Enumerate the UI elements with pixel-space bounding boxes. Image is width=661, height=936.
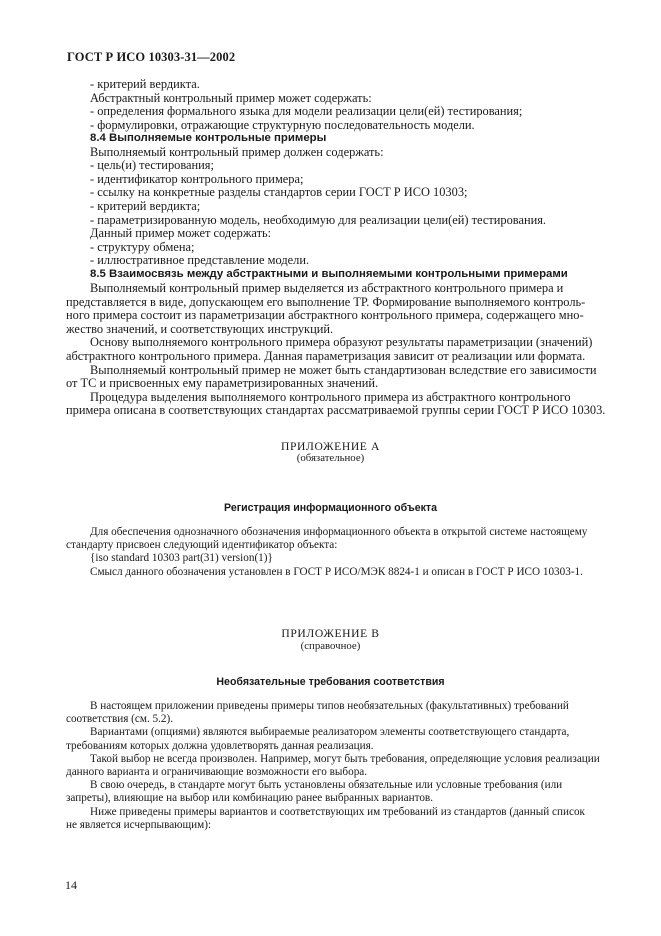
appendix-a-title: ПРИЛОЖЕНИЕ А: [281, 440, 380, 453]
paragraph-line: не является исчерпывающим):: [66, 818, 212, 831]
document-header: ГОСТ Р ИСО 10303-31—2002: [67, 50, 236, 64]
verdict-list-continuation: [90, 78, 598, 132]
page-number: 14: [65, 878, 77, 892]
section-8-4: [90, 132, 598, 268]
appendix-a-heading: Регистрация информационного объекта: [224, 502, 437, 514]
object-identifier: {iso standard 10303 part(31) version(1)}: [90, 552, 273, 565]
paragraph-line: В свою очередь, в стандарте могут быть установлены обязательные или условные требования (или: [90, 779, 563, 792]
section-8-5: [90, 268, 598, 282]
appendix-a-body: [66, 526, 600, 579]
appendix-a-subtitle: (обязательное): [296, 452, 365, 464]
list-item: - параметризированную модель, необходимую для реализации цели(ей) тестирования.: [90, 212, 547, 227]
paragraph-line: от ТС и присвоенных ему параметризированных значений.: [66, 376, 379, 391]
paragraph-line: Данный пример может содержать:: [90, 226, 272, 241]
section-heading: 8.5 Взаимосвязь между абстрактными и выполняемыми контрольными примерами: [90, 268, 568, 280]
paragraph-line: Для обеспечения однозначного обозначения информационного объекта в открытой системе настоящему: [90, 526, 588, 538]
list-item: - определения формального языка для модели реализации цели(ей) тестирования;: [90, 104, 523, 119]
paragraph-line: Вариантами (опциями) являются выбираемые реализатором элементы соответствующего стандарта,: [90, 726, 570, 739]
list-item: - иллюстративное представление модели.: [90, 253, 310, 268]
paragraph-line: данного варианта и ограничивающие возможности его выбора.: [66, 766, 368, 779]
section-8-5-body: [66, 281, 606, 418]
paragraph-line: жество значений, и соответствующих инструкций.: [66, 321, 334, 336]
paragraph-line: Выполняемый контрольный пример выделяется из абстрактного контрольного примера и: [90, 281, 564, 295]
list-item: - ссылку на конкретные разделы стандартов серии ГОСТ Р ИСО 10303;: [90, 185, 468, 200]
list-item: - формулировки, отражающие структурную последовательность модели.: [90, 117, 475, 132]
paragraph-line: Смысл данного обозначения установлен в ГОСТ Р ИСО/МЭК 8824-1 и описан в ГОСТ Р ИСО 10303-1.: [90, 565, 583, 578]
list-item: - критерий вердикта;: [90, 198, 201, 213]
paragraph-line: запреты), влияющие на выбор или комбинацию ранее выбранных вариантов.: [66, 792, 434, 805]
appendix-b-heading: Необязательные требования соответствия: [216, 676, 445, 688]
paragraph-line: стандарту присвоен следующий идентификатор объекта:: [66, 539, 338, 552]
paragraph-line: представляется в виде, допускающем его выполнение ТР. Формирование выполняемого контроль-: [66, 294, 586, 309]
paragraph-line: Такой выбор не всегда произволен. Например, могут быть требования, определяющие условия реализации: [90, 752, 600, 765]
list-item: - цель(и) тестирования;: [90, 158, 214, 173]
list-item: - идентификатор контрольного примера;: [90, 171, 304, 186]
appendix-b-body: [66, 700, 600, 832]
paragraph-line: В настоящем приложении приведены примеры типов необязательных (факультативных) требований: [90, 700, 569, 712]
paragraph-line: Абстрактный контрольный пример может содержать:: [90, 90, 372, 105]
paragraph-line: Выполняемый контрольный пример не может быть стандартизован вследствие его зависимости: [90, 362, 597, 377]
paragraph-line: абстрактного контрольного примера. Данная параметризация зависит от реализации или формата.: [66, 348, 586, 363]
paragraph-line: примера описана в соответствующих стандартах рассматриваемой группы серии ГОСТ Р ИСО 10303.: [66, 403, 606, 418]
section-heading: 8.4 Выполняемые контрольные примеры: [90, 132, 327, 144]
paragraph-line: требованиям которых должна удовлетворять данная реализация.: [66, 739, 374, 752]
list-item: - критерий вердикта.: [90, 77, 200, 91]
paragraph-line: ного примера состоит из параметризации абстрактного контрольного примера, содержащего мно-: [66, 308, 584, 323]
paragraph-line: соответствия (см. 5.2).: [66, 713, 174, 726]
list-item: - структуру обмена;: [90, 239, 195, 254]
paragraph-line: Процедура выделения выполняемого контрольного примера из абстрактного контрольного: [90, 389, 571, 404]
appendix-b-title: ПРИЛОЖЕНИЕ В: [281, 627, 380, 640]
paragraph-line: Выполняемый контрольный пример должен содержать:: [90, 144, 384, 159]
appendix-b-subtitle: (справочное): [300, 640, 361, 652]
paragraph-line: Основу выполняемого контрольного примера образуют результаты параметризации (значений): [90, 335, 593, 350]
paragraph-line: Ниже приведены примеры вариантов и соответствующих им требований из стандартов (данный список: [90, 805, 585, 818]
